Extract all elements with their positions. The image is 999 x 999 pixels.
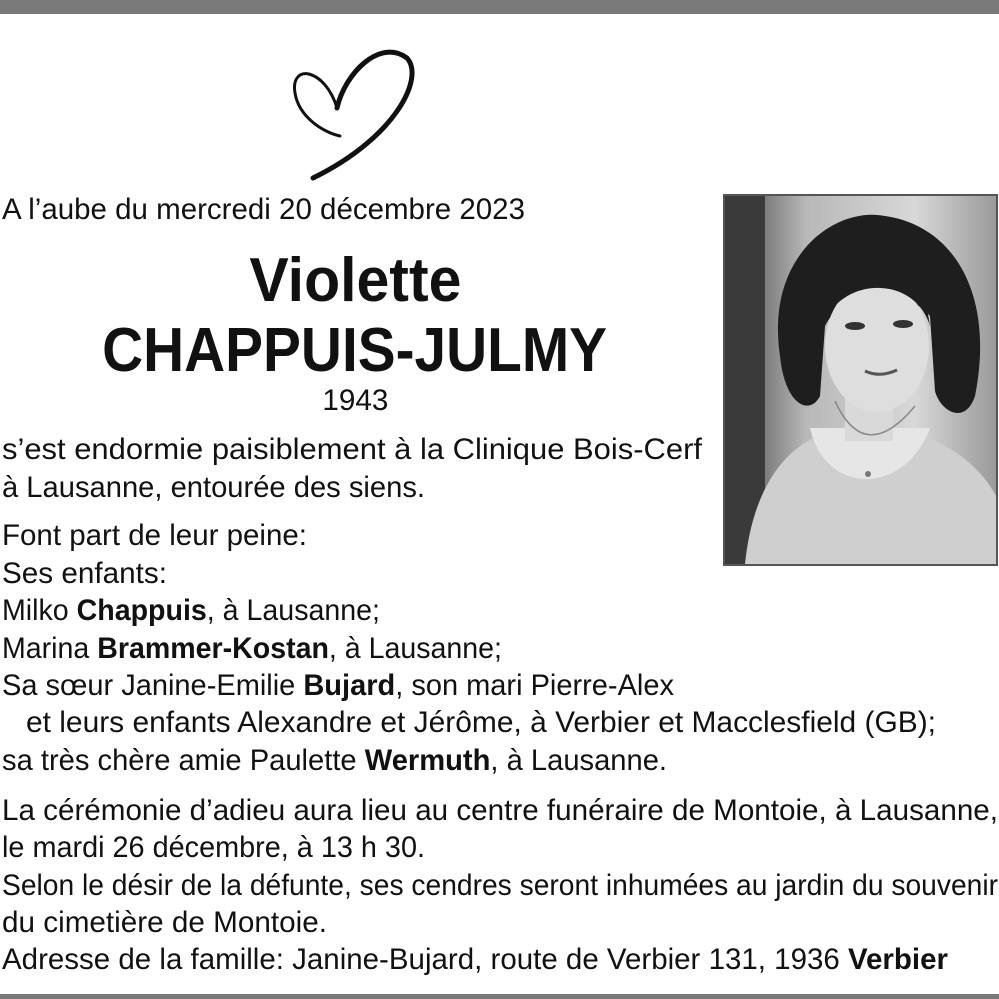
portrait-image — [725, 196, 996, 564]
ceremony-line-3: Selon le désir de la défunte, ses cendres seront inhumées au jardin du souvenir — [2, 869, 998, 902]
ceremony-line-2: le mardi 26 décembre, à 13 h 30. — [2, 831, 425, 864]
bottom-border — [0, 994, 999, 999]
heart-icon — [285, 38, 420, 183]
family-entry: Marina Brammer-Kostan, à Lausanne; — [2, 632, 502, 665]
first-name: Violette — [249, 246, 461, 315]
intro-line-1: s’est endormie paisiblement à la Clinique Bois-Cerf — [2, 433, 702, 466]
family-entry: sa très chère amie Paulette Wermuth, à Lausanne. — [2, 744, 667, 777]
last-name: CHAPPUIS-JULMY — [102, 316, 608, 385]
birth-year: 1943 — [322, 384, 388, 417]
ceremony-line-1: La cérémonie d’adieu aura lieu au centre funéraire de Montoie, à Lausanne, — [2, 794, 998, 827]
family-address: Adresse de la famille: Janine-Bujard, route de Verbier 131, 1936 Verbier — [2, 943, 948, 976]
family-entry: Sa sœur Janine-Emilie Bujard, son mari Pierre-Alex — [2, 669, 674, 702]
top-border — [0, 0, 999, 14]
date-line: A l’aube du mercredi 20 décembre 2023 — [2, 193, 525, 226]
family-entry: et leurs enfants Alexandre et Jérôme, à Verbier et Macclesfield (GB); — [26, 706, 936, 739]
children-heading: Ses enfants: — [2, 557, 167, 590]
family-heading: Font part de leur peine: — [2, 519, 307, 552]
family-entry: Milko Chappuis, à Lausanne; — [2, 594, 380, 627]
intro-line-2: à Lausanne, entourée des siens. — [2, 471, 425, 504]
ceremony-line-4: du cimetière de Montoie. — [2, 906, 327, 939]
portrait-photo — [723, 194, 998, 566]
